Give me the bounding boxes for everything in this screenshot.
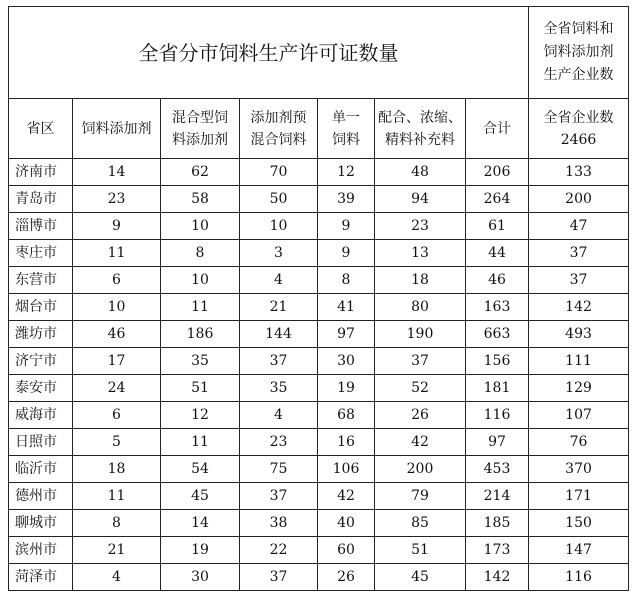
column-header-7: [529, 99, 629, 159]
value-cell: 39: [318, 186, 375, 213]
value-cell: 4: [240, 267, 318, 294]
table-row: [9, 240, 629, 267]
value-cell: 70: [240, 159, 318, 186]
value-cell: 26: [375, 402, 466, 429]
table-row: [9, 321, 629, 348]
value-cell: 185: [466, 510, 529, 537]
value-cell: 9: [318, 213, 375, 240]
value-cell: 37: [529, 240, 629, 267]
value-cell: 45: [161, 483, 240, 510]
value-cell: 181: [466, 375, 529, 402]
column-header-6: [466, 99, 529, 159]
header-line: 饲料添加剂: [543, 44, 614, 60]
value-cell: 54: [161, 456, 240, 483]
value-cell: 4: [240, 402, 318, 429]
column-header-4: [318, 99, 375, 159]
header-line: 合计: [483, 120, 512, 137]
value-cell: 24: [73, 375, 161, 402]
value-cell: 453: [466, 456, 529, 483]
value-cell: 37: [375, 348, 466, 375]
value-cell: 3: [240, 240, 318, 267]
city-name-cell: 临沂市: [9, 456, 73, 483]
value-cell: 171: [529, 483, 629, 510]
value-cell: 214: [466, 483, 529, 510]
value-cell: 9: [73, 213, 161, 240]
table-title: 全省分市饲料生产许可证数量: [9, 7, 529, 99]
city-name-cell: 济宁市: [9, 348, 73, 375]
header-line: 饲料添加剂: [81, 120, 152, 137]
value-cell: 94: [375, 186, 466, 213]
value-cell: 45: [375, 564, 466, 591]
table-row: [9, 375, 629, 402]
value-cell: 75: [240, 456, 318, 483]
city-name-cell: 济南市: [9, 159, 73, 186]
value-cell: 48: [375, 159, 466, 186]
feed-license-table: [8, 6, 629, 591]
value-cell: 206: [466, 159, 529, 186]
header-line: 饲料: [332, 131, 360, 148]
value-cell: 10: [161, 213, 240, 240]
value-cell: 173: [466, 537, 529, 564]
value-cell: 11: [161, 429, 240, 456]
value-cell: 60: [318, 537, 375, 564]
value-cell: 35: [161, 348, 240, 375]
header-line: 添加剂预: [250, 109, 307, 126]
value-cell: 79: [375, 483, 466, 510]
value-cell: 97: [318, 321, 375, 348]
value-cell: 37: [240, 348, 318, 375]
value-cell: 18: [375, 267, 466, 294]
city-name-cell: 枣庄市: [9, 240, 73, 267]
value-cell: 23: [73, 186, 161, 213]
value-cell: 14: [73, 159, 161, 186]
city-name-cell: 日照市: [9, 429, 73, 456]
corner-header: [529, 7, 629, 99]
table-row: [9, 429, 629, 456]
value-cell: 80: [375, 294, 466, 321]
value-cell: 133: [529, 159, 629, 186]
header-line: 单一: [332, 109, 360, 126]
value-cell: 68: [318, 402, 375, 429]
city-name-cell: 菏泽市: [9, 564, 73, 591]
value-cell: 144: [240, 321, 318, 348]
table-row: [9, 159, 629, 186]
value-cell: 129: [529, 375, 629, 402]
value-cell: 11: [161, 294, 240, 321]
city-name-cell: 潍坊市: [9, 321, 73, 348]
value-cell: 147: [529, 537, 629, 564]
value-cell: 97: [466, 429, 529, 456]
value-cell: 493: [529, 321, 629, 348]
value-cell: 30: [318, 348, 375, 375]
city-name-cell: 淄博市: [9, 213, 73, 240]
value-cell: 6: [73, 402, 161, 429]
value-cell: 6: [73, 267, 161, 294]
table-row: [9, 510, 629, 537]
header-line: 全省企业数: [543, 109, 614, 126]
column-header-0: [9, 99, 73, 159]
value-cell: 163: [466, 294, 529, 321]
value-cell: 4: [73, 564, 161, 591]
value-cell: 61: [466, 213, 529, 240]
value-cell: 50: [240, 186, 318, 213]
value-cell: 370: [529, 456, 629, 483]
header-line: 省区: [26, 120, 55, 137]
value-cell: 85: [375, 510, 466, 537]
header-line: 2466: [560, 131, 597, 148]
value-cell: 35: [240, 375, 318, 402]
table-row: [9, 213, 629, 240]
column-header-2: [161, 99, 240, 159]
city-name-cell: 烟台市: [9, 294, 73, 321]
table-row: [9, 456, 629, 483]
value-cell: 142: [529, 294, 629, 321]
table-row: [9, 402, 629, 429]
value-cell: 40: [318, 510, 375, 537]
value-cell: 156: [466, 348, 529, 375]
value-cell: 663: [466, 321, 529, 348]
value-cell: 11: [73, 240, 161, 267]
header-line: 混合型饲: [172, 109, 228, 126]
city-name-cell: 泰安市: [9, 375, 73, 402]
header-line: 配合、浓缩、: [378, 109, 462, 126]
value-cell: 13: [375, 240, 466, 267]
value-cell: 106: [318, 456, 375, 483]
value-cell: 58: [161, 186, 240, 213]
value-cell: 46: [73, 321, 161, 348]
value-cell: 116: [529, 564, 629, 591]
value-cell: 46: [466, 267, 529, 294]
value-cell: 9: [318, 240, 375, 267]
value-cell: 12: [318, 159, 375, 186]
header-line: 全省饲料和: [543, 21, 614, 37]
value-cell: 18: [73, 456, 161, 483]
value-cell: 111: [529, 348, 629, 375]
header-line: 生产企业数: [543, 67, 614, 83]
header-row: [9, 99, 629, 159]
value-cell: 264: [466, 186, 529, 213]
value-cell: 23: [375, 213, 466, 240]
value-cell: 186: [161, 321, 240, 348]
value-cell: 11: [73, 483, 161, 510]
value-cell: 10: [161, 267, 240, 294]
table-row: [9, 186, 629, 213]
value-cell: 42: [318, 483, 375, 510]
value-cell: 21: [73, 537, 161, 564]
header-line: 混合饲料: [250, 131, 307, 148]
column-header-5: [375, 99, 466, 159]
value-cell: 8: [318, 267, 375, 294]
value-cell: 200: [375, 456, 466, 483]
value-cell: 17: [73, 348, 161, 375]
city-name-cell: 德州市: [9, 483, 73, 510]
value-cell: 22: [240, 537, 318, 564]
table-row: [9, 537, 629, 564]
value-cell: 19: [318, 375, 375, 402]
table-row: [9, 564, 629, 591]
value-cell: 16: [318, 429, 375, 456]
value-cell: 107: [529, 402, 629, 429]
table-row: [9, 294, 629, 321]
value-cell: 10: [73, 294, 161, 321]
table-row: [9, 348, 629, 375]
value-cell: 76: [529, 429, 629, 456]
value-cell: 12: [161, 402, 240, 429]
value-cell: 47: [529, 213, 629, 240]
table-row: [9, 483, 629, 510]
city-name-cell: 东营市: [9, 267, 73, 294]
value-cell: 14: [161, 510, 240, 537]
value-cell: 51: [161, 375, 240, 402]
value-cell: 150: [529, 510, 629, 537]
city-name-cell: 青岛市: [9, 186, 73, 213]
value-cell: 37: [240, 483, 318, 510]
value-cell: 5: [73, 429, 161, 456]
value-cell: 200: [529, 186, 629, 213]
value-cell: 142: [466, 564, 529, 591]
value-cell: 23: [240, 429, 318, 456]
value-cell: 38: [240, 510, 318, 537]
value-cell: 41: [318, 294, 375, 321]
value-cell: 51: [375, 537, 466, 564]
value-cell: 116: [466, 402, 529, 429]
value-cell: 37: [240, 564, 318, 591]
value-cell: 21: [240, 294, 318, 321]
column-header-3: [240, 99, 318, 159]
value-cell: 8: [161, 240, 240, 267]
value-cell: 8: [73, 510, 161, 537]
city-name-cell: 聊城市: [9, 510, 73, 537]
value-cell: 10: [240, 213, 318, 240]
value-cell: 44: [466, 240, 529, 267]
header-line: 料添加剂: [172, 131, 228, 148]
title-row: [9, 7, 629, 99]
city-name-cell: 滨州市: [9, 537, 73, 564]
table-row: [9, 267, 629, 294]
value-cell: 42: [375, 429, 466, 456]
value-cell: 30: [161, 564, 240, 591]
value-cell: 37: [529, 267, 629, 294]
value-cell: 26: [318, 564, 375, 591]
value-cell: 52: [375, 375, 466, 402]
value-cell: 62: [161, 159, 240, 186]
city-name-cell: 威海市: [9, 402, 73, 429]
value-cell: 19: [161, 537, 240, 564]
header-line: 精料补充料: [385, 131, 455, 148]
column-header-1: [73, 99, 161, 159]
value-cell: 190: [375, 321, 466, 348]
